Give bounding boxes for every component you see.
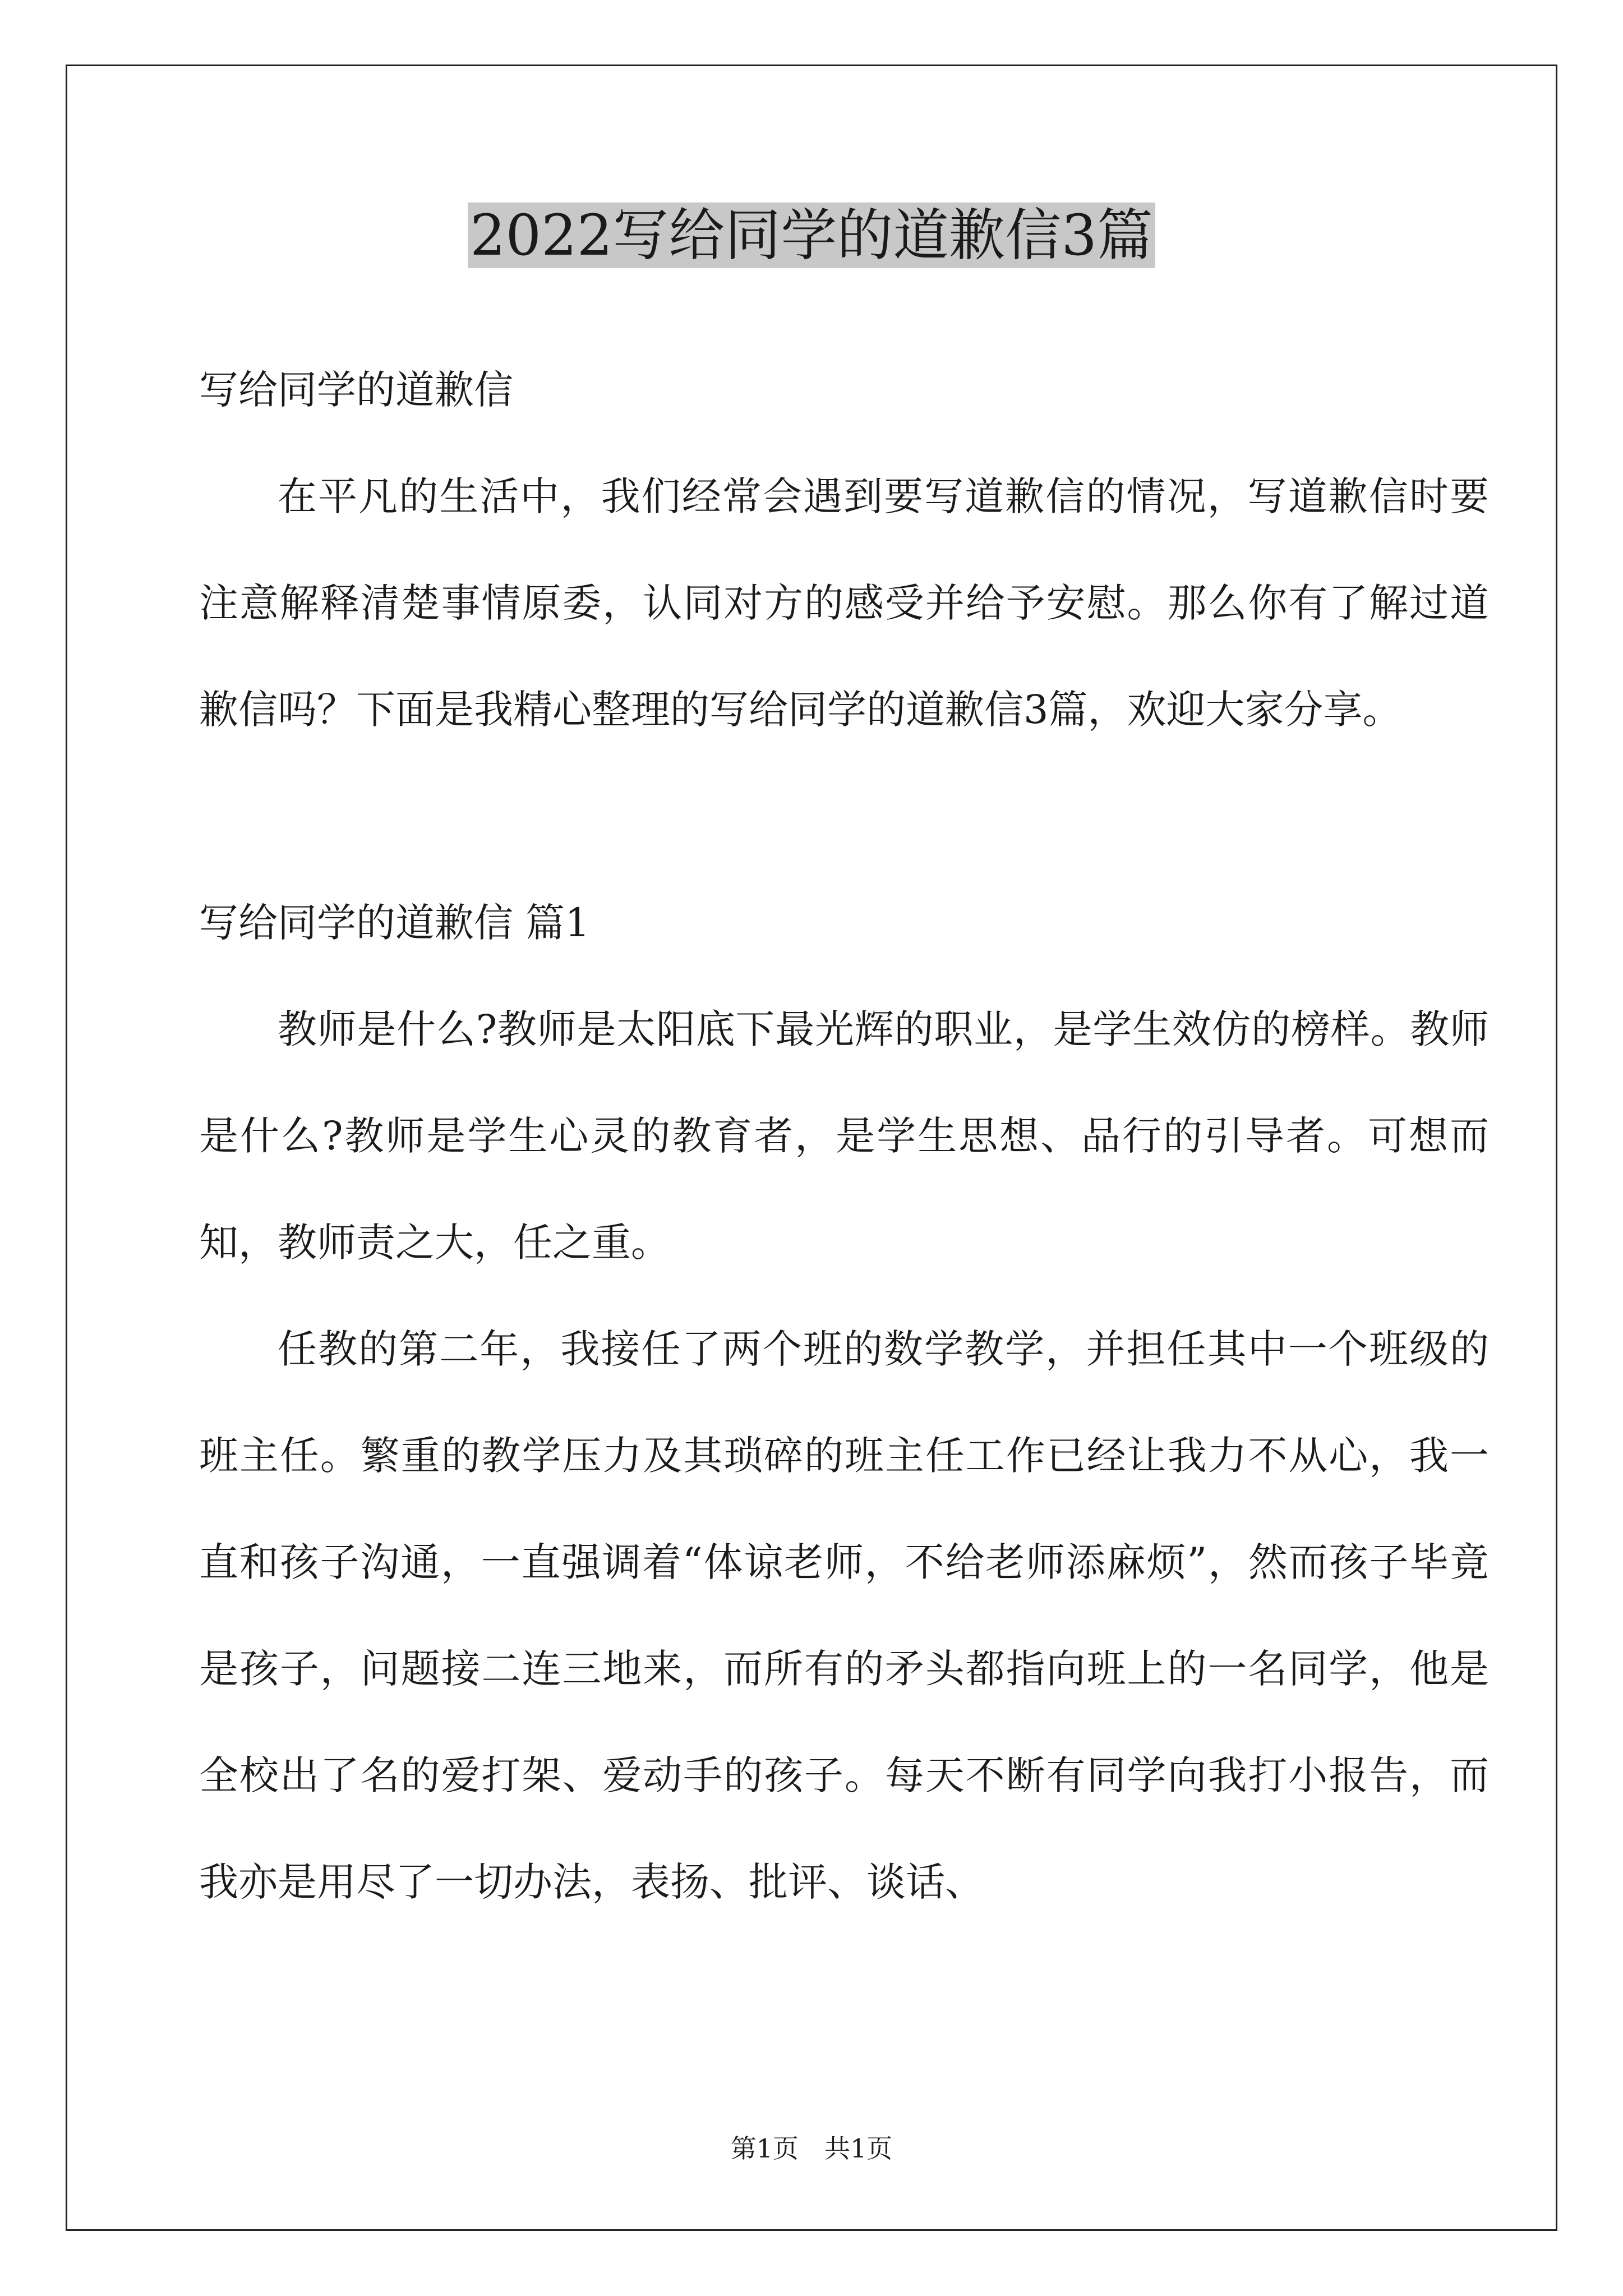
document-title — [0, 196, 1623, 275]
section-heading: 写给同学的道歉信 篇1 — [199, 900, 590, 946]
intro-heading: 写给同学的道歉信 — [199, 367, 513, 413]
document-body — [199, 337, 1489, 1935]
page-footer: 第1页 共1页 — [730, 2133, 893, 2164]
intro-paragraph: 在平凡的生活中，我们经常会遇到要写道歉信的情况，写道歉信时要注意解释清楚事情原委，认同对方的感受并给予安慰。那么你有了解过道歉信吗？下面是我精心整理的写给同学的道歉信3篇，欢迎大家分享。 — [199, 473, 1489, 733]
body-paragraph-2: 任教的第二年，我接任了两个班的数学教学，并担任其中一个班级的班主任。繁重的教学压力及其琐碎的班主任工作已经让我力不从心，我一直和孩子沟通，一直强调着“体谅老师，不给老师添麻烦”，然而孩子毕竟是孩子，问题接二连三地来，而所有的矛头都指向班上的一名同学，他是全校出了名的爱打架、爱动手的孩子。每天不断有同学向我打小报告，而我亦是用尽了一切办法，表扬、批评、谈话、 — [199, 1326, 1489, 1905]
body-paragraph-1: 教师是什么?教师是太阳底下最光辉的职业，是学生效仿的榜样。教师是什么?教师是学生心灵的教育者，是学生思想、品行的引导者。可想而知，教师责之大，任之重。 — [199, 1006, 1489, 1266]
document-title-text: 2022写给同学的道歉信3篇 — [468, 203, 1155, 268]
